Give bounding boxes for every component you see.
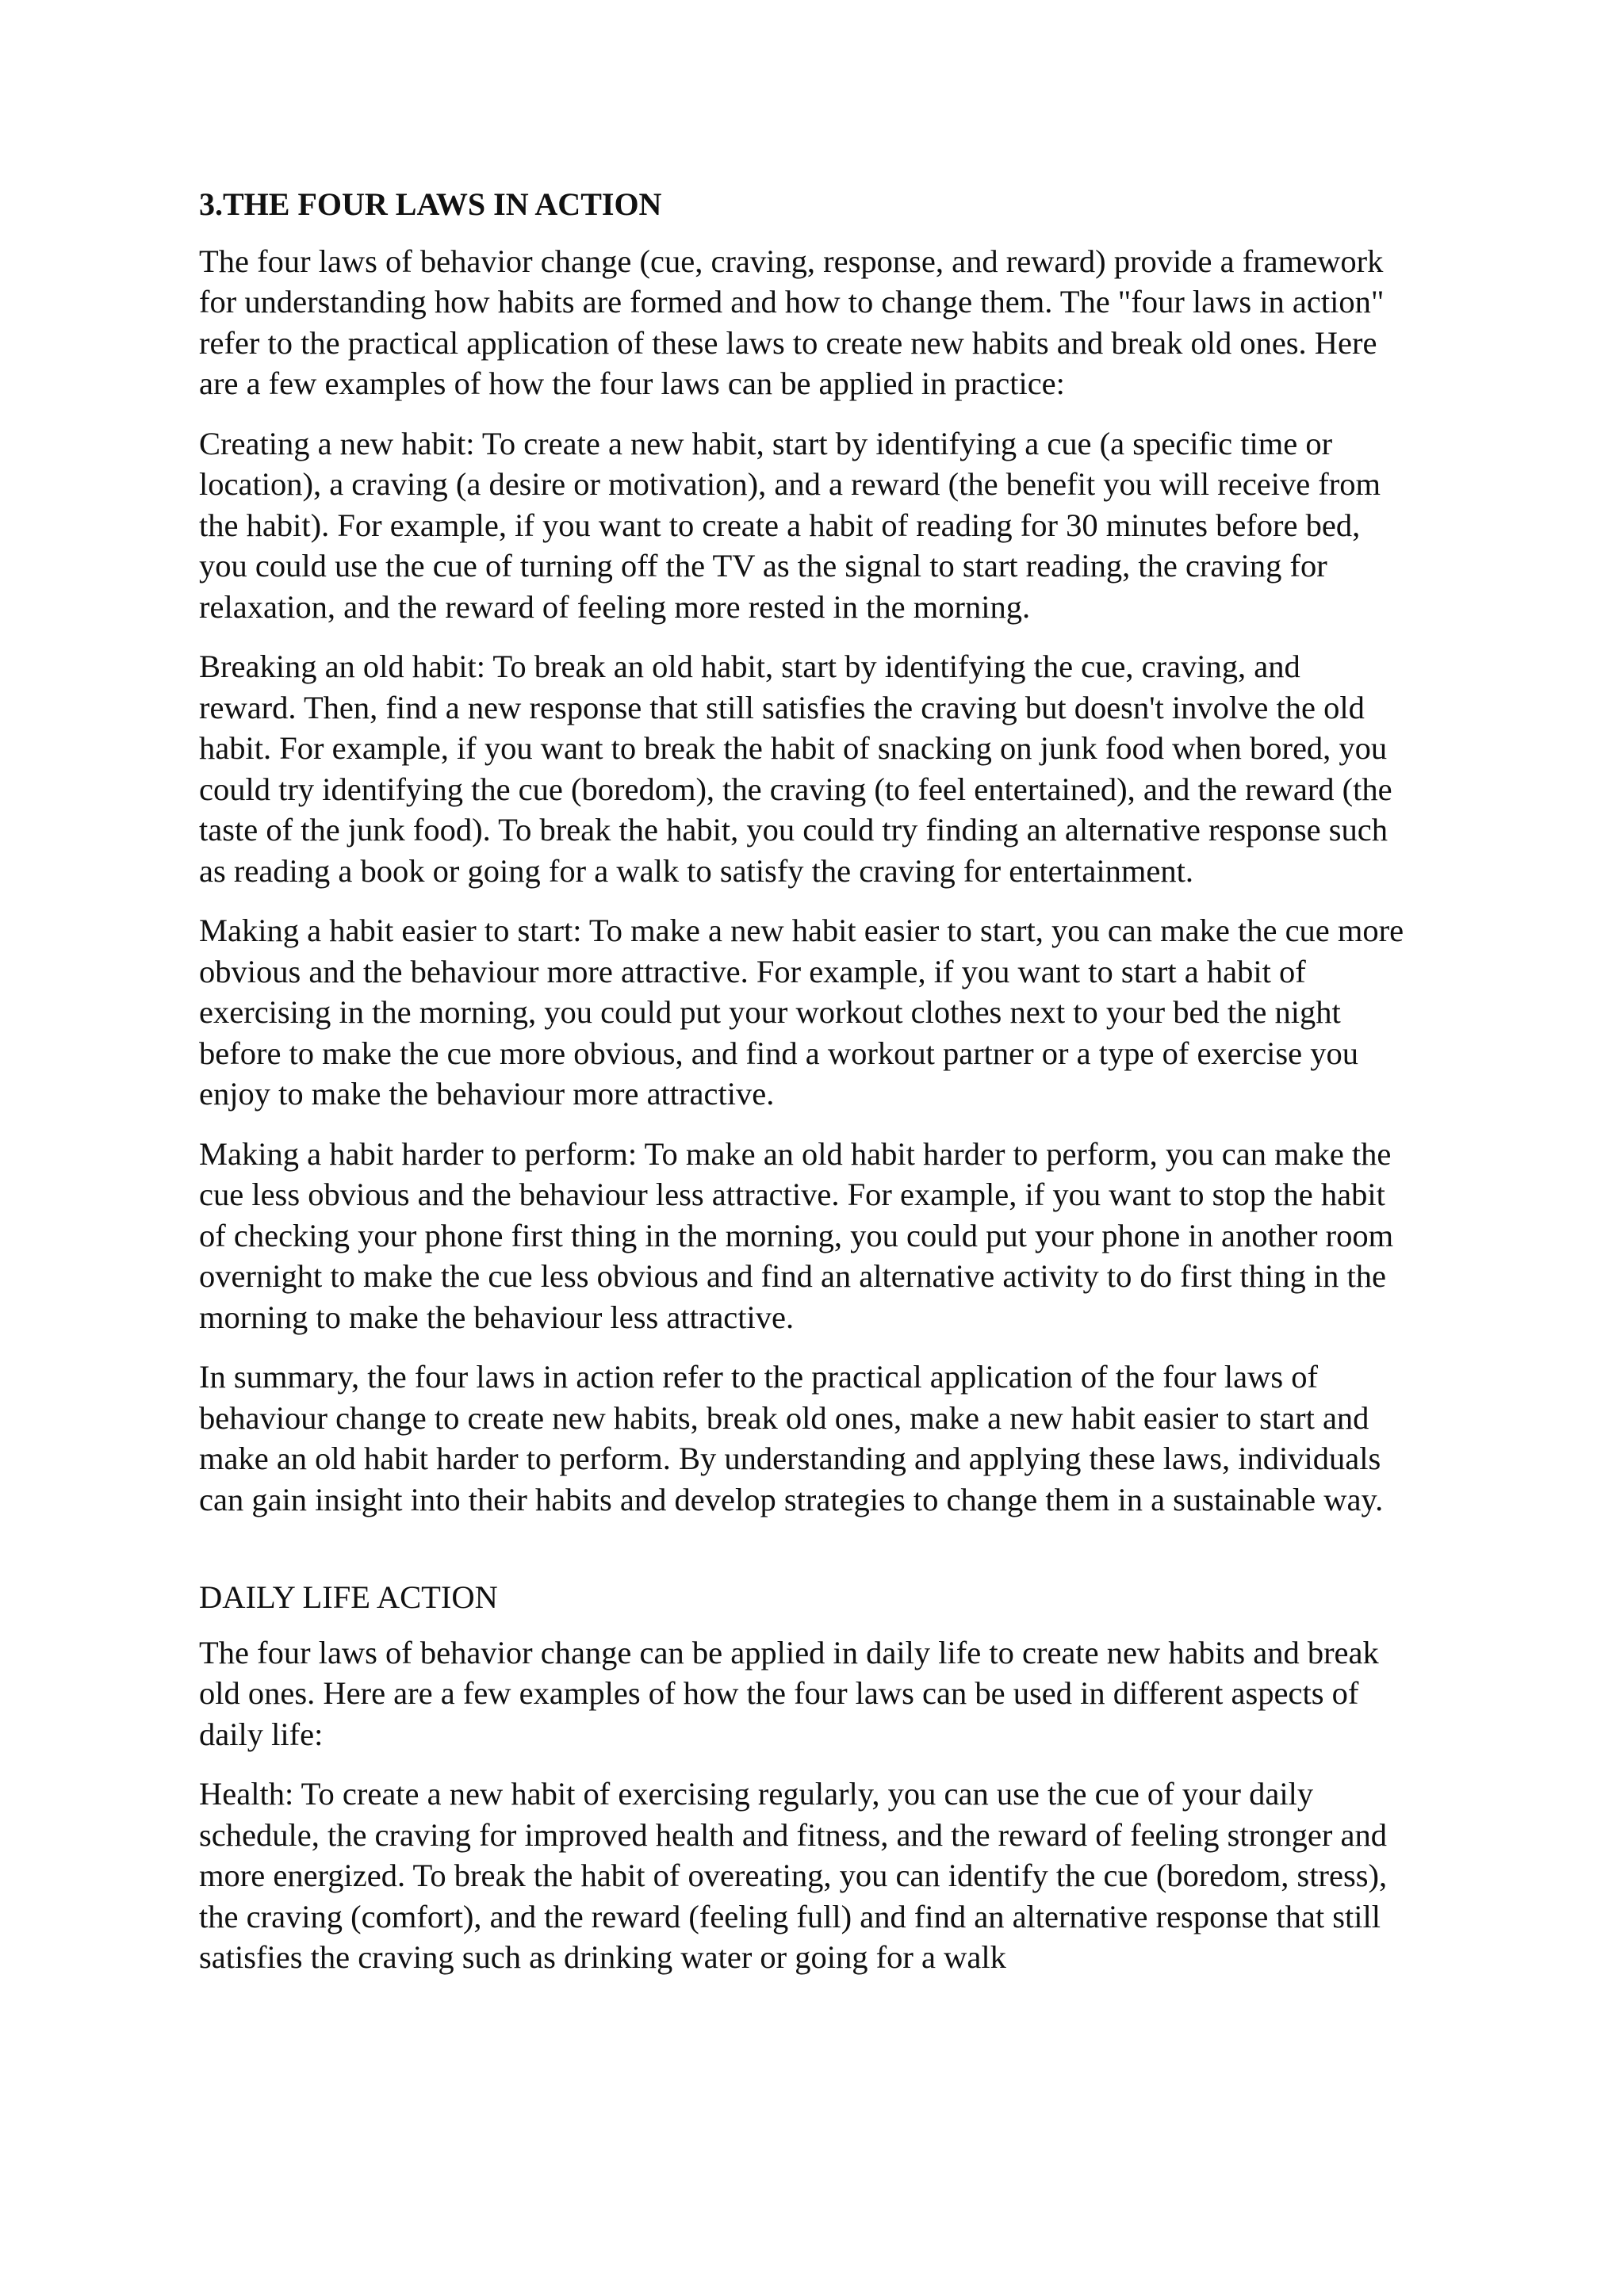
text-line: Creating a new habit: To create a new habit, start by identifying a cue (a specific time or (199, 425, 1333, 461)
text-line: for understanding how habits are formed and how to change them. The "four laws in action" (199, 284, 1385, 320)
text-line: Making a habit easier to start: To make a new habit easier to start, you can make the cue more (199, 913, 1404, 948)
subsection-title: DAILY LIFE ACTION (199, 1579, 498, 1615)
text-line: refer to the practical application of these laws to create new habits and break old ones. Here (199, 324, 1377, 361)
text-line: Health: To create a new habit of exercising regularly, you can use the cue of your daily (199, 1776, 1314, 1812)
text-line: schedule, the craving for improved health and fitness, and the reward of feeling stronger and (199, 1816, 1387, 1853)
text-line: the habit). For example, if you want to create a habit of reading for 30 minutes before bed, (199, 507, 1361, 543)
text-line: enjoy to make the behaviour more attractive. (199, 1076, 775, 1112)
text-line: the craving (comfort), and the reward (feeling full) and find an alternative response that still (199, 1898, 1381, 1934)
paragraph-summary (199, 1357, 1452, 1520)
paragraph-creating-new-habit (199, 423, 1452, 628)
text-line: taste of the junk food). To break the habit, you could try finding an alternative response such (199, 812, 1388, 848)
text-line: morning to make the behaviour less attractive. (199, 1299, 795, 1335)
text-line: as reading a book or going for a walk to satisfy the craving for entertainment. (199, 852, 1193, 889)
text-line: could try identifying the cue (boredom), the craving (to feel entertained), and the reward (the (199, 771, 1392, 807)
text-line: satisfies the craving such as drinking water or going for a walk (199, 1939, 1006, 1975)
text-line: can gain insight into their habits and develop strategies to change them in a sustainable way. (199, 1481, 1384, 1517)
paragraph-health (199, 1774, 1452, 1978)
paragraph-intro (199, 241, 1452, 404)
text-line: exercising in the morning, you could put your workout clothes next to your bed the night (199, 994, 1341, 1030)
paragraph-breaking-old-habit (199, 646, 1452, 891)
text-line: old ones. Here are a few examples of how the four laws can be used in different aspects of (199, 1675, 1359, 1711)
text-line: The four laws of behavior change can be applied in daily life to create new habits and break (199, 1634, 1379, 1670)
text-line: The four laws of behavior change (cue, craving, response, and reward) provide a framework (199, 243, 1384, 279)
text-line: behaviour change to create new habits, break old ones, make a new habit easier to start and (199, 1399, 1369, 1436)
paragraph-easier-to-start (199, 910, 1452, 1115)
text-line: are a few examples of how the four laws can be applied in practice: (199, 365, 1065, 401)
text-line: obvious and the behaviour more attractive. For example, if you want to start a habit of (199, 953, 1306, 989)
document-body (199, 184, 1452, 1997)
text-line: daily life: (199, 1716, 324, 1752)
text-line: of checking your phone first thing in the morning, you could put your phone in another room (199, 1217, 1394, 1253)
text-line: Making a habit harder to perform: To make an old habit harder to perform, you can make the (199, 1135, 1392, 1172)
text-line: overnight to make the cue less obvious and find an alternative activity to do first thing in the (199, 1258, 1387, 1294)
paragraph-harder-to-perform (199, 1134, 1452, 1338)
text-line: Breaking an old habit: To break an old habit, start by identifying the cue, craving, and (199, 649, 1300, 684)
text-line: before to make the cue more obvious, and find a workout partner or a type of exercise you (199, 1035, 1358, 1071)
text-line: relaxation, and the reward of feeling more rested in the morning. (199, 588, 1031, 625)
text-line: more energized. To break the habit of overeating, you can identify the cue (boredom, stress), (199, 1858, 1388, 1893)
section-title: 3.THE FOUR LAWS IN ACTION (199, 186, 662, 222)
text-line: you could use the cue of turning off the TV as the signal to start reading, the craving for (199, 548, 1327, 584)
text-line: habit. For example, if you want to break the habit of snacking on junk food when bored, you (199, 730, 1388, 766)
text-line: In summary, the four laws in action refer to the practical application of the four laws of (199, 1359, 1318, 1395)
text-line: reward. Then, find a new response that still satisfies the craving but doesn't involve the old (199, 689, 1365, 725)
text-line: location), a craving (a desire or motivation), and a reward (the benefit you will receive from (199, 466, 1381, 502)
text-line: make an old habit harder to perform. By understanding and applying these laws, individuals (199, 1441, 1381, 1476)
paragraph-daily-life-intro (199, 1632, 1452, 1755)
text-line: cue less obvious and the behaviour less attractive. For example, if you want to stop the habit (199, 1177, 1385, 1212)
